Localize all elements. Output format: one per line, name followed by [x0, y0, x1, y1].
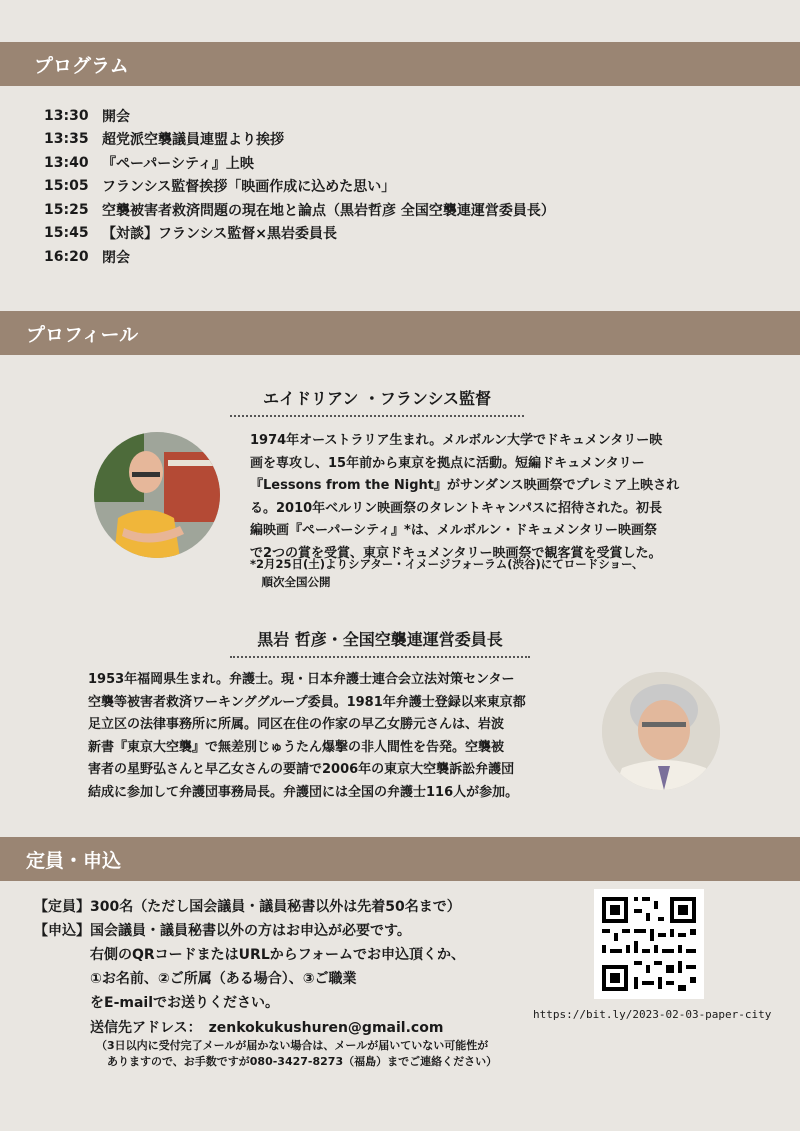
contact-note-line: ありますので、お手数ですが080-3427-8273（福島）までご連絡ください）	[96, 1055, 498, 1068]
schedule-time: 13:35	[44, 131, 89, 148]
screening-note	[250, 555, 720, 591]
schedule-time: 13:30	[44, 107, 89, 124]
portrait-francis-avatar	[94, 432, 220, 558]
section-header-apply	[0, 837, 800, 881]
portrait-illustration	[94, 432, 220, 558]
note-line: 順次全国公開	[250, 575, 331, 589]
apply-instruction: をE-mailでお送りください。	[90, 995, 280, 1011]
capacity-text: 【定員】300名（ただし国会議員・議員秘書以外は先着50名まで）	[34, 899, 461, 915]
section-title-apply: 定員・申込	[26, 849, 122, 872]
section-header-program	[0, 42, 800, 86]
apply-details	[34, 895, 594, 1015]
schedule-time: 16:20	[44, 248, 89, 265]
program-schedule	[44, 104, 555, 269]
schedule-time: 13:40	[44, 154, 89, 171]
section-title-program: プログラム	[34, 54, 129, 77]
schedule-event: 開会	[102, 108, 130, 125]
profile-bio-kuroiwa	[88, 669, 578, 804]
section-title-profile: プロフィール	[26, 323, 139, 346]
schedule-event: 空襲被害者救済問題の現在地と論点（黒岩哲彦 全国空襲連運営委員長）	[102, 202, 555, 219]
apply-instruction: ①お名前、②ご所属（ある場合）、③ご職業	[90, 971, 357, 987]
bio-line: 『Lessons from the Night』がサンダンス映画祭でプレミア上映され	[250, 478, 680, 493]
schedule-event: 『ペーパーシティ』上映	[102, 155, 254, 172]
schedule-row	[44, 245, 555, 269]
profile-bio-francis	[250, 430, 730, 565]
schedule-event: 【対談】フランシス監督×黒岩委員長	[102, 226, 337, 243]
profile-name-francis: エイドリアン ・フランシス監督	[230, 386, 524, 417]
qr-code-icon[interactable]	[594, 889, 704, 999]
bio-line: 新書『東京大空襲』で無差別じゅうたん爆撃の非人間性を告発。空襲被	[88, 739, 505, 755]
note-line: *2月25日(土)よりシアター・イメージフォーラム(渋谷)にてロードショー、	[250, 557, 644, 571]
qr-code-graphic	[594, 889, 704, 999]
schedule-event: 超党派空襲議員連盟より挨拶	[102, 132, 284, 149]
apply-heading: 【申込】国会議員・議員秘書以外の方はお申込が必要です。	[34, 923, 411, 939]
schedule-event: フランシス監督挨拶「映画作成に込めた思い」	[102, 179, 396, 196]
bio-line: 編映画『ペーパーシティ』*は、メルボルン・ドキュメンタリー映画祭	[250, 523, 658, 538]
bio-line: る。2010年ベルリン映画祭のタレントキャンパスに招待された。初長	[250, 500, 662, 516]
apply-url-link[interactable]: https://bit.ly/2023-02-03-paper-city	[533, 1008, 772, 1021]
portrait-illustration	[602, 672, 720, 790]
bio-line: 空襲等被害者救済ワーキンググループ委員。1981年弁護士登録以来東京都	[88, 694, 526, 710]
bio-line: 害者の星野弘さんと早乙女さんの要請で2006年の東京大空襲訴訟弁護団	[88, 762, 515, 777]
schedule-row	[44, 175, 555, 199]
bio-line: 足立区の法律事務所に所属。同区在住の作家の早乙女勝元さんは、岩波	[88, 717, 505, 732]
bio-line: で2つの賞を受賞、東京ドキュメンタリー映画祭で観客賞を受賞した。	[250, 545, 662, 561]
schedule-row	[44, 104, 555, 128]
section-header-profile	[0, 311, 800, 355]
schedule-row	[44, 128, 555, 152]
apply-instruction: 右側のQRコードまたはURLからフォームでお申込頂くか、	[90, 947, 466, 963]
email-address[interactable]: 送信先アドレス： zenkokukushuren@gmail.com	[90, 1020, 444, 1036]
schedule-time: 15:25	[44, 201, 89, 218]
schedule-row	[44, 198, 555, 222]
profile-name-kuroiwa: 黒岩 哲彦・全国空襲連運営委員長	[230, 627, 530, 658]
contact-note-line: （3日以内に受付完了メールが届かない場合は、メールが届いていない可能性が	[96, 1039, 489, 1052]
schedule-event: 閉会	[102, 249, 130, 266]
bio-line: 結成に参加して弁護団事務局長。弁護団には全国の弁護士116人が参加。	[88, 784, 519, 800]
bio-line: 1953年福岡県生まれ。弁護士。現・日本弁護士連合会立法対策センター	[88, 672, 515, 687]
schedule-time: 15:05	[44, 178, 89, 195]
schedule-row	[44, 151, 555, 175]
bio-line: 1974年オーストラリア生まれ。メルボルン大学でドキュメンタリー映	[250, 433, 663, 448]
contact-note	[96, 1038, 536, 1070]
schedule-row	[44, 222, 555, 246]
schedule-time: 15:45	[44, 225, 89, 242]
portrait-kuroiwa-avatar	[602, 672, 720, 790]
bio-line: 画を専攻し、15年前から東京を拠点に活動。短編ドキュメンタリー	[250, 455, 645, 471]
